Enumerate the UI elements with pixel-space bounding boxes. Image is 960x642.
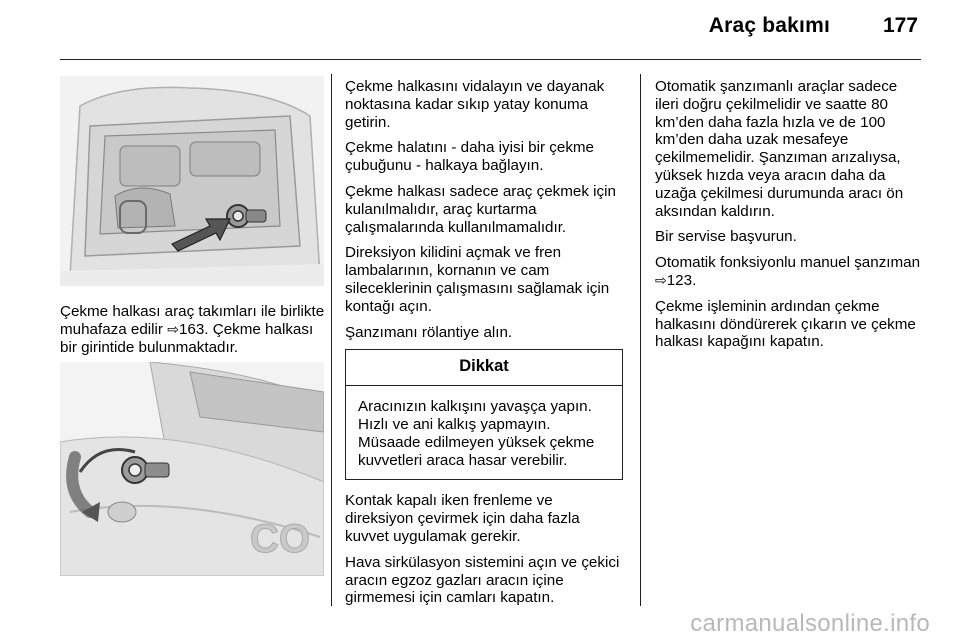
column-divider-2 — [640, 74, 641, 606]
paragraph: Çekme halatını - daha iyisi bir çekme çubuğunu - halkaya bağlayın. — [345, 139, 595, 175]
paragraph: Çekme işleminin ardından çekme halkasını döndürerek çıkarın ve çekme halkası kapağını kapatın. — [655, 297, 916, 351]
page-reference[interactable]: 123 — [666, 271, 693, 289]
column-divider-1 — [331, 74, 332, 606]
figure-caption: Çekme halkası araç takımları ile birlikte muhafaza edilir ⇨163. Çekme halkası bir girintide bulunmaktadır. — [60, 303, 325, 356]
page-reference[interactable]: 163 — [178, 320, 205, 338]
header-divider — [60, 59, 921, 60]
page-header-title: Araç bakımı — [708, 14, 830, 37]
paragraph: Otomatik fonksiyonlu manuel şanzıman ⇨123. — [655, 254, 921, 289]
warning-body: Aracınızın kalkışını yavaşça yapın. Hızlı ve ani kalkış yapmayın. Müsaade edilmeyen yüksek çekme kuvvetleri araca hasar verebilir. — [358, 398, 595, 469]
paragraph: Bir servise başvurun. — [655, 228, 797, 246]
column-1 — [60, 303, 328, 364]
paragraph: Çekme halkası sadece araç çekmek için kulanılmalıdır, araç kurtarma çalışmalarında kullanılmamalıdır. — [345, 182, 616, 236]
column-2 — [345, 78, 625, 615]
grille-emblem: CO — [250, 517, 310, 561]
warning-title: Dikkat — [346, 350, 622, 386]
towing-eye-storage-illustration — [60, 76, 324, 286]
column-3 — [655, 78, 925, 359]
reference-arrow-icon: ⇨ — [167, 320, 179, 337]
page-number: 177 — [882, 14, 918, 37]
watermark-text: carmanualsonline.info — [690, 610, 930, 637]
paragraph: Çekme halkasını vidalayın ve dayanak noktasına kadar sıkıp yatay konuma getirin. — [345, 78, 605, 131]
paragraph: Otomatik şanzımanlı araçlar sadece ileri doğru çekilmelidir ve saatte 80 km’den daha fazla hızla ve de 100 km’den daha uzak mesafeye çekilmemelidir. Şanzıman arızalıysa, yüksek hızda veya aracın daha da uzağa çekilmesi durumunda aracı ön aksından kaldırın. — [655, 78, 904, 220]
reference-arrow-icon: ⇨ — [655, 271, 667, 288]
towing-eye-install-illustration — [60, 362, 324, 576]
paragraph: Şanzımanı rölantiye alın. — [345, 323, 513, 341]
paragraph: Direksiyon kilidini açmak ve fren lambalarının, kornanın ve cam sileceklerinin çalışmasını sağlamak için kontağı açın. — [345, 244, 610, 315]
figure-towing-eye-install — [60, 362, 324, 576]
figure-towing-eye-storage — [60, 76, 324, 286]
paragraph: Hava sirkülasyon sistemini açın ve çekici aracın egzoz gazları aracın içine girmemesi için camları kapatın. — [345, 553, 620, 607]
warning-box — [345, 349, 623, 480]
paragraph: Kontak kapalı iken frenleme ve direksiyon çevirmek için daha fazla kuvvet uygulamak gerekir. — [345, 492, 580, 545]
